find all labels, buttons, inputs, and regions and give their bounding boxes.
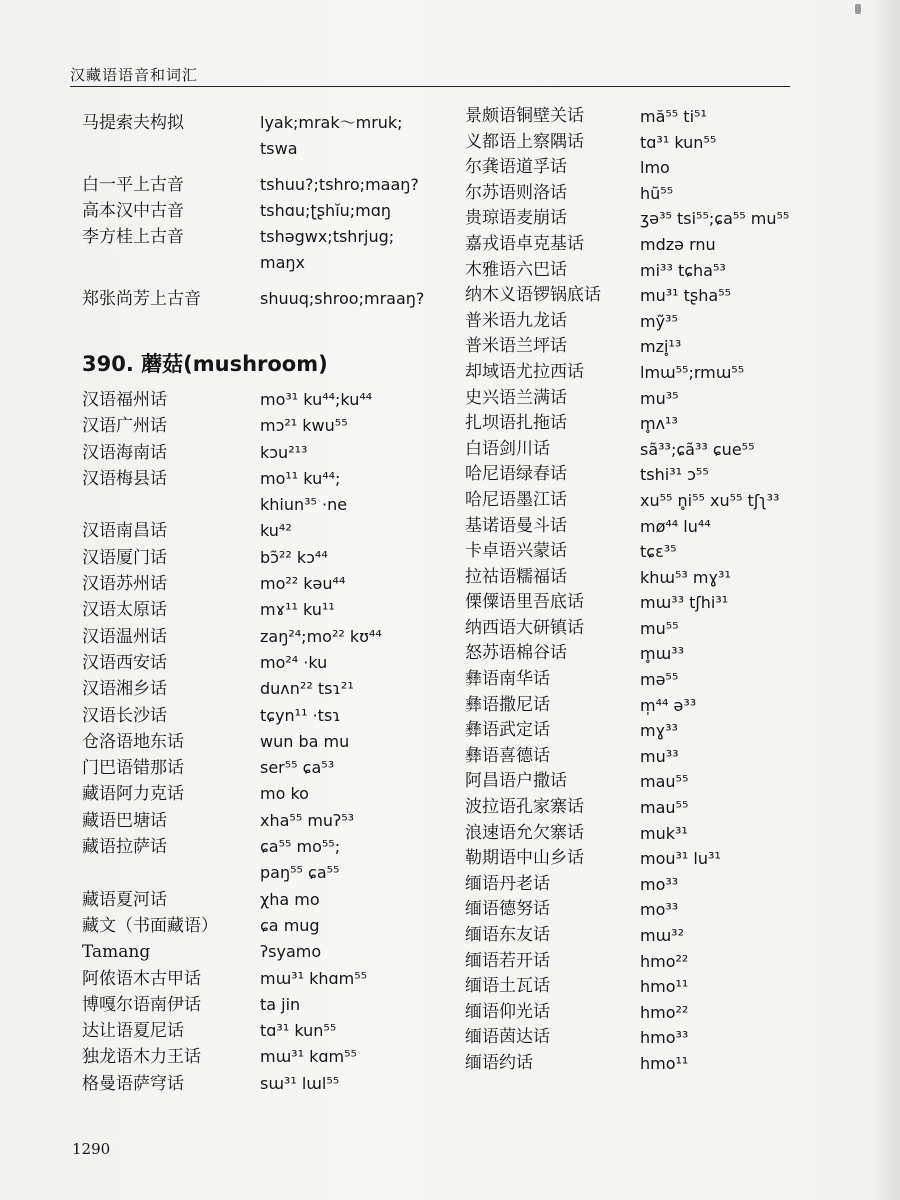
transcription: ser⁵⁵ ɕa⁵³ xyxy=(260,758,335,778)
entry-row xyxy=(465,693,815,719)
entry-row xyxy=(465,514,815,540)
corner-mark xyxy=(855,4,861,14)
entry-row xyxy=(465,309,815,335)
transcription: mdzə rnu xyxy=(640,234,716,254)
transcription: mi³³ tɕha⁵³ xyxy=(640,260,726,280)
transcription: zaŋ²⁴;mo²² kʊ⁴⁴ xyxy=(260,626,382,646)
transcription: xha⁵⁵ muʔ⁵³ xyxy=(260,810,355,830)
entry-row xyxy=(465,258,815,284)
transcription: mo²² kəu⁴⁴ xyxy=(260,574,346,594)
entry-row xyxy=(465,974,815,1000)
language-label: 景颇语铜壁关话 xyxy=(465,106,584,126)
entry-continuation xyxy=(82,492,452,518)
entry-row xyxy=(465,821,815,847)
entry-row xyxy=(82,808,452,834)
language-label: 白一平上古音 xyxy=(82,175,184,195)
entry-row xyxy=(82,1018,452,1044)
transcription: mə⁵⁵ xyxy=(640,670,679,690)
transcription: mu³⁵ xyxy=(640,388,679,408)
transcription: tɑ³¹ kun⁵⁵ xyxy=(260,1021,337,1041)
language-label: 缅语若开话 xyxy=(465,950,550,971)
transcription: mo³³ xyxy=(640,874,679,894)
transcription: mo³¹ ku⁴⁴;ku⁴⁴ xyxy=(260,390,373,409)
left-entries xyxy=(82,387,452,1097)
language-label: 缅语土瓦话 xyxy=(465,976,550,997)
language-label: 汉语海南话 xyxy=(82,442,167,463)
entry-row xyxy=(465,641,815,667)
entry-row xyxy=(465,667,815,693)
language-label: 缅语东友话 xyxy=(465,925,550,945)
transcription: tɑ³¹ kun⁵⁵ xyxy=(640,132,717,152)
transcription: hmo¹¹ xyxy=(640,1053,689,1073)
entry-row xyxy=(82,1071,452,1097)
transcription: χha mo xyxy=(260,889,320,909)
language-label: 史兴语兰满话 xyxy=(465,387,567,408)
transcription: hmo²² xyxy=(640,1002,689,1022)
transcription: mø⁴⁴ lu⁴⁴ xyxy=(640,516,711,536)
language-label: 怒苏语棉谷话 xyxy=(465,643,567,664)
transcription: bɔ̃²² kɔ⁴⁴ xyxy=(260,547,328,567)
language-label: 汉语太原话 xyxy=(82,600,167,621)
language-label: 普米语九龙话 xyxy=(465,310,567,331)
language-label: 博嘎尔语南伊话 xyxy=(82,994,201,1015)
transcription: mỹ³⁵ xyxy=(640,311,678,331)
entry-row xyxy=(465,386,815,412)
language-label: 彝语撒尼话 xyxy=(465,694,550,715)
entry-row xyxy=(465,846,815,872)
transcription: shuuq;shroo;mraaŋ? xyxy=(260,289,425,308)
language-label: 缅语德努话 xyxy=(465,899,550,920)
language-label: 缅语丹老话 xyxy=(465,873,550,894)
right-entries xyxy=(465,104,815,1077)
entry-row xyxy=(465,232,815,258)
language-label: 彝语喜德话 xyxy=(465,745,550,766)
language-label: 汉语梅县话 xyxy=(82,468,167,489)
top-left-entries xyxy=(82,110,452,312)
transcription: ɕa mug xyxy=(260,915,320,935)
entry-row xyxy=(465,206,815,232)
language-label: 郑张尚芳上古音 xyxy=(82,289,201,309)
language-label: 达让语夏尼话 xyxy=(82,1021,184,1042)
language-label: 哈尼语墨江话 xyxy=(465,489,567,510)
language-label: 傈僳语里吾底话 xyxy=(465,592,584,613)
entry-row xyxy=(465,104,815,130)
language-label: 义都语上察隅话 xyxy=(465,131,584,152)
language-label: 木雅语六巴话 xyxy=(465,259,567,280)
entry-row xyxy=(465,616,815,642)
entry-row xyxy=(82,440,452,466)
language-label: 尔苏语则洛话 xyxy=(465,182,567,203)
language-label: 汉语湘乡话 xyxy=(82,679,167,700)
language-label: 藏语阿力克话 xyxy=(82,784,184,805)
transcription: tɕɛ³⁵ xyxy=(640,542,677,562)
transcription: tshuu?;tshro;maaŋ? xyxy=(260,175,419,194)
entry-row xyxy=(465,1051,815,1077)
section-title-text: 蘑菇(mushroom) xyxy=(141,352,328,376)
transcription: sɯ³¹ lɯl⁵⁵ xyxy=(260,1073,340,1093)
transcription: mo ko xyxy=(260,784,309,804)
transcription: ʒə³⁵ tsi⁵⁵;ɕa⁵⁵ mu⁵⁵ xyxy=(640,209,790,229)
entry-row xyxy=(465,565,815,591)
entry-row xyxy=(465,539,815,565)
page-number: 1290 xyxy=(72,1140,111,1158)
entry-row xyxy=(465,334,815,360)
language-label: 哈尼语绿春话 xyxy=(465,464,567,485)
entry-row xyxy=(465,360,815,386)
entry-row xyxy=(465,181,815,207)
language-label: 马提索夫构拟 xyxy=(82,113,184,133)
entry-row xyxy=(82,571,452,597)
language-label: 汉语长沙话 xyxy=(82,705,167,726)
language-label: 浪速语允欠寨话 xyxy=(465,822,584,843)
transcription: hmo³³ xyxy=(640,1028,689,1048)
transcription-continued: maŋx xyxy=(260,253,305,272)
language-label: 汉语福州话 xyxy=(82,390,167,410)
entry-row xyxy=(465,872,815,898)
entry-row xyxy=(82,466,452,492)
page-edge-shadow xyxy=(870,0,900,1200)
transcription: lmɯ⁵⁵;rmɯ⁵⁵ xyxy=(640,362,745,382)
transcription: mă⁵⁵ ti⁵¹ xyxy=(640,107,707,126)
language-label: 格曼语萨穹话 xyxy=(82,1073,184,1094)
entry-continuation xyxy=(82,860,452,886)
transcription: ku⁴² xyxy=(260,521,292,541)
transcription: mo²⁴ ·ku xyxy=(260,652,328,672)
language-label: 缅语茵达话 xyxy=(465,1027,550,1048)
language-label: 波拉语孔家寨话 xyxy=(465,797,584,818)
transcription: mɤ¹¹ ku¹¹ xyxy=(260,600,335,620)
language-label: 汉语广州话 xyxy=(82,416,167,437)
entry-row xyxy=(82,286,452,312)
entry-row xyxy=(82,755,452,781)
transcription: mu³¹ tʂha⁵⁵ xyxy=(640,286,732,306)
transcription: m̥ʌ¹³ xyxy=(640,414,678,434)
entry-row xyxy=(465,155,815,181)
transcription: mau⁵⁵ xyxy=(640,798,689,818)
header-rule xyxy=(70,86,790,87)
transcription: muk³¹ xyxy=(640,823,688,843)
language-label: 尔龚语道孚话 xyxy=(465,157,567,178)
language-label: 仓洛语地东话 xyxy=(82,731,184,752)
language-label: 门巴语错那话 xyxy=(82,758,184,779)
entry-row xyxy=(82,887,452,913)
entry-row xyxy=(465,795,815,821)
language-label: 彝语武定话 xyxy=(465,720,550,741)
language-label: 彝语南华话 xyxy=(465,669,550,690)
entry-row xyxy=(465,897,815,923)
entry-row xyxy=(465,437,815,463)
entry-row xyxy=(465,923,815,949)
language-label: 却域语尤拉西话 xyxy=(465,361,584,382)
language-label: 阿昌语户撒话 xyxy=(465,771,567,792)
entry-continuation xyxy=(82,136,452,162)
language-label: 汉语苏州话 xyxy=(82,574,167,595)
entry-row xyxy=(82,729,452,755)
transcription: lyak;mrak～mruk; xyxy=(260,113,403,132)
language-label: Tamang xyxy=(82,942,151,963)
transcription: lmo xyxy=(640,158,670,178)
language-label: 基诺语曼斗话 xyxy=(465,515,567,536)
entry-continuation xyxy=(82,250,452,276)
entry-row xyxy=(82,834,452,860)
transcription: mo³³ xyxy=(640,900,679,920)
section-heading xyxy=(82,348,328,378)
language-label: 独龙语木力王话 xyxy=(82,1047,201,1068)
language-label: 阿侬语木古甲话 xyxy=(82,968,201,989)
transcription: m̥ɯ³³ xyxy=(640,644,684,664)
entry-row xyxy=(82,703,452,729)
language-label: 汉语温州话 xyxy=(82,626,167,647)
row-gap xyxy=(82,162,452,172)
language-label: 汉语南昌话 xyxy=(82,521,167,542)
entry-row xyxy=(465,488,815,514)
transcription: kɔu²¹³ xyxy=(260,442,308,462)
entry-row xyxy=(465,1025,815,1051)
language-label: 纳西语大研镇话 xyxy=(465,617,584,638)
entry-row xyxy=(82,198,452,224)
transcription: mou³¹ lu³¹ xyxy=(640,849,721,869)
transcription: mɯ³¹ khɑm⁵⁵ xyxy=(260,968,368,988)
transcription: ta jin xyxy=(260,994,301,1014)
entry-row xyxy=(82,413,452,439)
transcription: mzi̥¹³ xyxy=(640,337,682,357)
transcription: hmo²² xyxy=(640,951,689,971)
transcription: m̩⁴⁴ ə³³ xyxy=(640,695,697,715)
language-label: 藏语巴塘话 xyxy=(82,810,167,831)
language-label: 卡卓语兴蒙话 xyxy=(465,541,567,562)
section-number: 390. xyxy=(82,352,134,376)
transcription: khɯ⁵³ mɣ³¹ xyxy=(640,567,731,587)
entry-row xyxy=(82,650,452,676)
transcription-continued: paŋ⁵⁵ ɕa⁵⁵ xyxy=(260,863,340,883)
transcription: mɯ³² xyxy=(640,926,684,945)
entry-row xyxy=(82,781,452,807)
row-gap xyxy=(82,276,452,286)
language-label: 李方桂上古音 xyxy=(82,227,184,247)
entry-row xyxy=(82,992,452,1018)
language-label: 扎坝语扎拖话 xyxy=(465,413,567,434)
language-label: 勒期语中山乡话 xyxy=(465,848,584,869)
transcription: ʔsyamo xyxy=(260,942,322,962)
language-label: 嘉戎语卓克基话 xyxy=(465,233,584,254)
running-header: 汉藏语语音和词汇 xyxy=(70,66,199,84)
transcription: hũ⁵⁵ xyxy=(640,183,674,203)
transcription: hmo¹¹ xyxy=(640,977,689,997)
language-label: 缅语仰光话 xyxy=(465,1001,550,1022)
transcription: mɯ³³ tʃhi³¹ xyxy=(640,593,729,613)
transcription: mɯ³¹ kɑm⁵⁵ xyxy=(260,1047,357,1067)
language-label: 缅语约话 xyxy=(465,1052,533,1073)
language-label: 白语剑川话 xyxy=(465,438,550,459)
entry-row xyxy=(465,769,815,795)
entry-row xyxy=(82,387,452,413)
entry-row xyxy=(465,411,815,437)
entry-row xyxy=(465,283,815,309)
transcription-continued: tswa xyxy=(260,139,298,158)
entry-row xyxy=(82,1044,452,1070)
entry-row xyxy=(465,718,815,744)
entry-row xyxy=(82,913,452,939)
entry-row xyxy=(82,939,452,965)
entry-row xyxy=(465,590,815,616)
entry-row xyxy=(465,130,815,156)
entry-row xyxy=(82,966,452,992)
transcription-continued: khiun³⁵ ·ne xyxy=(260,495,348,515)
transcription: mɔ²¹ kwu⁵⁵ xyxy=(260,416,348,436)
language-label: 藏语拉萨话 xyxy=(82,837,167,858)
entry-row xyxy=(465,744,815,770)
entry-row xyxy=(82,518,452,544)
language-label: 藏文（书面藏语） xyxy=(82,915,218,936)
language-label: 汉语厦门话 xyxy=(82,547,167,568)
transcription: tshəgwx;tshrjug; xyxy=(260,227,395,246)
entry-row xyxy=(465,462,815,488)
transcription: mo¹¹ ku⁴⁴; xyxy=(260,468,341,488)
entry-row xyxy=(82,545,452,571)
language-label: 贵琼语麦崩话 xyxy=(465,208,567,229)
language-label: 汉语西安话 xyxy=(82,652,167,673)
transcription: duʌn²² tsɿ²¹ xyxy=(260,679,354,699)
language-label: 纳木义语锣锅底话 xyxy=(465,285,601,306)
language-label: 高本汉中古音 xyxy=(82,201,184,221)
entry-row xyxy=(82,224,452,250)
transcription: xu⁵⁵ n̥i⁵⁵ xu⁵⁵ tʃʅ³³ xyxy=(640,490,780,510)
transcription: tɕyn¹¹ ·tsɿ xyxy=(260,705,341,725)
transcription: tshi³¹ ɔ⁵⁵ xyxy=(640,465,709,485)
transcription: mɣ³³ xyxy=(640,721,678,741)
transcription: tshɑu;ʈʂhĭu;mɑŋ xyxy=(260,201,392,220)
transcription: sã³³;ɕã³³ ɕue⁵⁵ xyxy=(640,439,755,459)
transcription: mu⁵⁵ xyxy=(640,618,679,638)
entry-row xyxy=(82,172,452,198)
entry-row xyxy=(82,597,452,623)
language-label: 普米语兰坪话 xyxy=(465,336,567,357)
entry-row xyxy=(465,1000,815,1026)
transcription: mau⁵⁵ xyxy=(640,772,689,792)
transcription: ɕa⁵⁵ mo⁵⁵; xyxy=(260,837,341,857)
entry-row xyxy=(82,624,452,650)
transcription: wun ba mu xyxy=(260,731,350,751)
entry-row xyxy=(465,949,815,975)
transcription: mu³³ xyxy=(640,746,679,766)
entry-row xyxy=(82,110,452,136)
language-label: 藏语夏河话 xyxy=(82,889,167,910)
entry-row xyxy=(82,676,452,702)
language-label: 拉祜语糯福话 xyxy=(465,566,567,587)
